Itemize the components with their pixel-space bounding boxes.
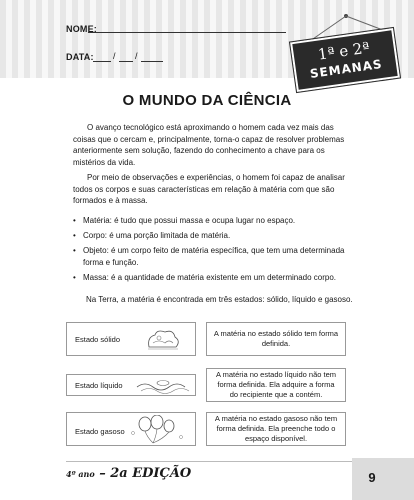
page-title: O MUNDO DA CIÊNCIA [122,92,292,109]
footer-edition-label: – 2a EDIÇÃO [99,466,192,481]
list-item [73,230,351,242]
gas-balloons-icon [127,415,191,445]
state-description: A matéria no estado gasoso não tem forma definida. Ela preenche todo o espaço disponível. [206,412,346,446]
list-item [73,245,351,268]
weeks-badge-line2: SEMANAS [309,56,384,81]
date-separator: / [135,51,138,61]
paragraph-observations: Por meio de observações e experiências, o homem foi capaz de analisar todos os corpos e suas características em relação à matéria com que são formados e à massa. [73,173,345,205]
bullet-icon: • [73,216,76,225]
list-item [73,272,351,284]
state-label-box [66,374,196,396]
state-label-box [66,322,196,356]
list-item-text: Matéria: é tudo que possui massa e ocupa lugar no espaço. [83,216,296,225]
definitions-list [73,215,351,287]
page-number-box [352,458,414,500]
date-label: DATA: [66,52,94,62]
state-name: Estado sólido [75,335,121,344]
list-item [73,215,351,227]
state-label-box [66,412,196,446]
list-item-text: Corpo: é uma porção limitada de matéria. [83,231,231,240]
states-intro: Na Terra, a matéria é encontrada em três estados: sólido, líquido e gasoso. [86,295,353,304]
state-name: Estado gasoso [75,427,125,436]
list-item-text: Massa: é a quantidade de matéria existente em um determinado corpo. [83,272,337,282]
solid-illustration-icon [143,327,183,353]
state-description: A matéria no estado líquido não tem forma definida. Ela adquire a forma do recipiente que a contém. [206,368,346,402]
paragraph-intro: O avanço tecnológico está aproximando o homem cada vez mais das coisas que o cercam e, principalmente, torna-o capaz de resolver problemas anteriormente sem solução, fazendo do conhecimento a chave para os mistérios da vida. [73,123,345,167]
list-item-text: Objeto: é um corpo feito de matéria específica, que tem uma determinada forma e função. [83,246,345,267]
name-label: NOME: [66,24,97,34]
date-month-line[interactable] [119,61,133,62]
bullet-icon: • [73,272,76,282]
footer-divider [66,461,366,462]
liquid-illustration-icon [135,377,191,395]
state-name: Estado líquido [75,381,123,390]
date-year-line[interactable] [141,61,163,62]
bullet-icon: • [73,246,76,255]
page-number: 9 [368,470,376,485]
date-separator: / [113,51,116,61]
footer-edition [66,466,191,481]
footer-grade: 4º ano [66,469,95,479]
date-day-line[interactable] [93,61,111,62]
name-field-line[interactable] [88,32,286,33]
bullet-icon: • [73,231,76,240]
state-description: A matéria no estado sólido tem forma definida. [206,322,346,356]
weeks-badge-line1: 1ª e 2ª [316,38,371,64]
